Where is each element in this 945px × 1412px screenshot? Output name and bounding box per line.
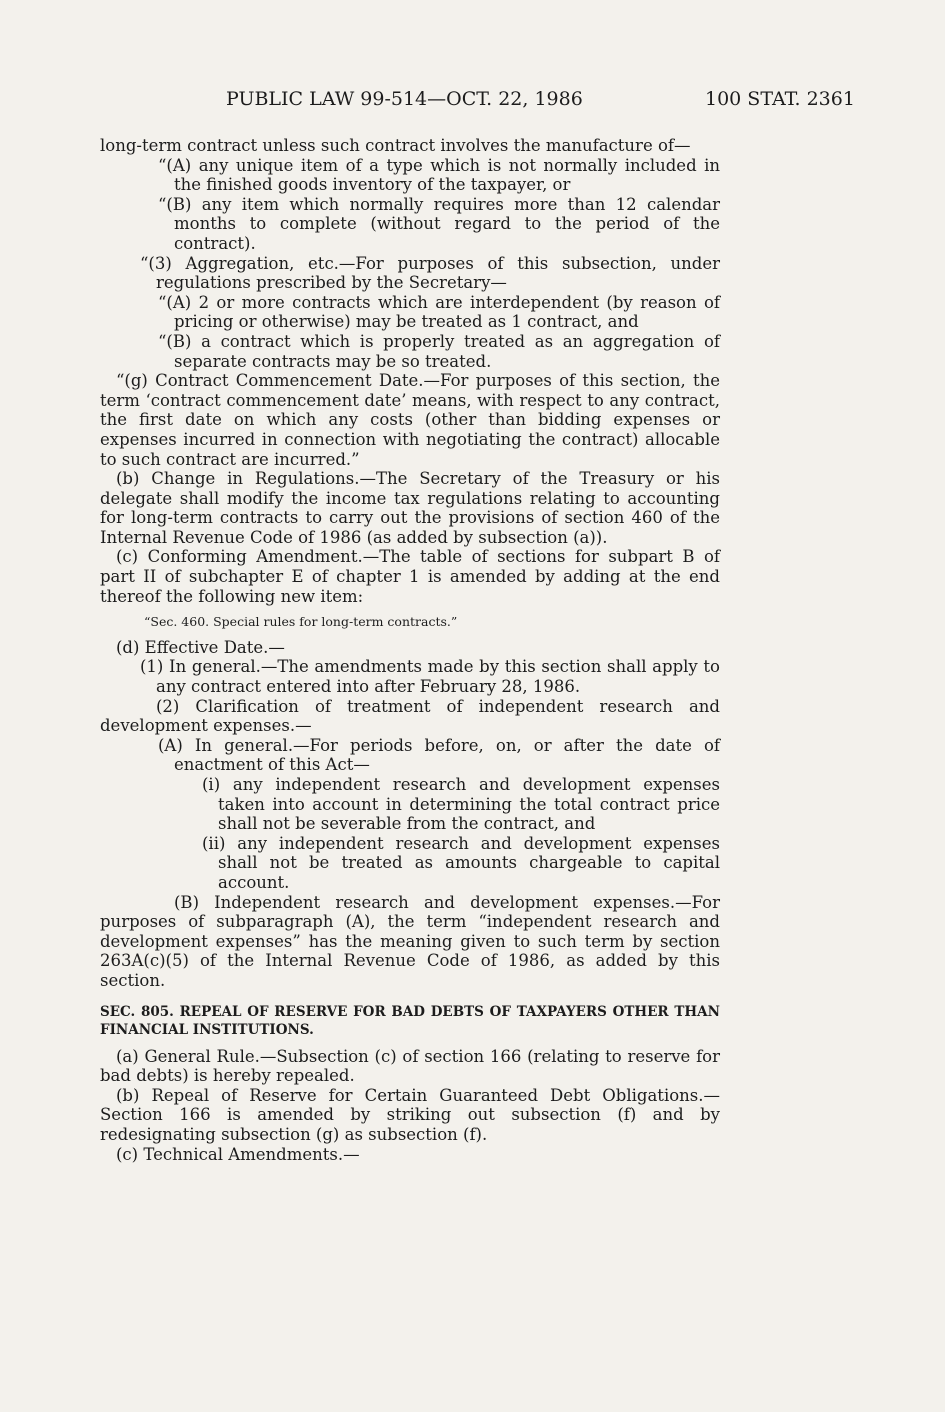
paragraph-contract-commencement-date: “(g) Contract Commencement Date.—For purposes of this section, the term ‘contract commencement date’ means, with respect to any contract, the first date on which any costs (other than bidding expenses or expenses incurred in connection with negotiating the contract) allocable to such contract are incurred.” <box>100 371 720 469</box>
paragraph-technical-amendments: (c) Technical Amendments.— <box>116 1144 360 1164</box>
paragraph-clarification: (2) Clarification of treatment of independent research and development expenses.— <box>100 696 720 736</box>
statute-body <box>100 136 720 1164</box>
paragraph-continuation: long-term contract unless such contract involves the manufacture of— <box>100 136 691 155</box>
statute-page-number: 100 STAT. 2361 <box>705 88 855 110</box>
paragraph-effective-date: (d) Effective Date.— <box>116 637 285 657</box>
table-of-sections-item: “Sec. 460. Special rules for long-term contracts.” <box>144 614 458 630</box>
paragraph-change-in-regulations: (b) Change in Regulations.—The Secretary of the Treasury or his delegate shall modify the income tax regulations relating to accounting for long-term contracts to carry out the provisions of section 460 of the Internal Revenue Code of 1986 (as added by subsection (a)). <box>100 469 720 547</box>
paragraph-clarification-b: (B) Independent research and development expenses.—For purposes of subparagraph (A), the term “independent research and development expenses” has the meaning given to such term by section 263A(c)(5) of the Internal Revenue Code of 1986, as added by this section. <box>100 892 720 990</box>
paragraph-general-rule: (a) General Rule.—Subsection (c) of section 166 (relating to reserve for bad debts) is hereby repealed. <box>100 1046 720 1086</box>
paragraph-aggregation-a: “(A) 2 or more contracts which are interdependent (by reason of pricing or otherwise) may be treated as 1 contract, and <box>158 292 720 332</box>
running-title: PUBLIC LAW 99-514—OCT. 22, 1986 <box>226 88 583 110</box>
paragraph-aggregation-b: “(B) a contract which is properly treated as an aggregation of separate contracts may be so treated. <box>158 331 720 371</box>
paragraph-aggregation: “(3) Aggregation, etc.—For purposes of this subsection, under regulations prescribed by the Secretary— <box>140 253 720 293</box>
paragraph-subitem-a: “(A) any unique item of a type which is not normally included in the finished goods inventory of the taxpayer, or <box>158 155 720 195</box>
page-header <box>0 88 945 118</box>
paragraph-clarification-a: (A) In general.—For periods before, on, or after the date of enactment of this Act— <box>158 735 720 775</box>
section-heading: SEC. 805. REPEAL OF RESERVE FOR BAD DEBTS OF TAXPAYERS OTHER THAN FINANCIAL INSTITUTIONS. <box>100 1003 720 1038</box>
paragraph-clarification-a-ii: (ii) any independent research and development expenses shall not be treated as amounts chargeable to capital account. <box>202 833 720 892</box>
paragraph-clarification-a-i: (i) any independent research and development expenses taken into account in determining the total contract price shall not be severable from the contract, and <box>202 775 720 834</box>
paragraph-conforming-amendment: (c) Conforming Amendment.—The table of sections for subpart B of part II of subchapter E of chapter 1 is amended by adding at the end thereof the following new item: <box>100 547 720 606</box>
paragraph-subitem-b: “(B) any item which normally requires more than 12 calendar months to complete (without regard to the period of the contract). <box>158 194 720 253</box>
paragraph-repeal-of-reserve: (b) Repeal of Reserve for Certain Guaranteed Debt Obligations.—Section 166 is amended by striking out subsection (f) and by redesignating subsection (g) as subsection (f). <box>100 1085 720 1144</box>
paragraph-in-general: (1) In general.—The amendments made by this section shall apply to any contract entered into after February 28, 1986. <box>140 657 720 697</box>
